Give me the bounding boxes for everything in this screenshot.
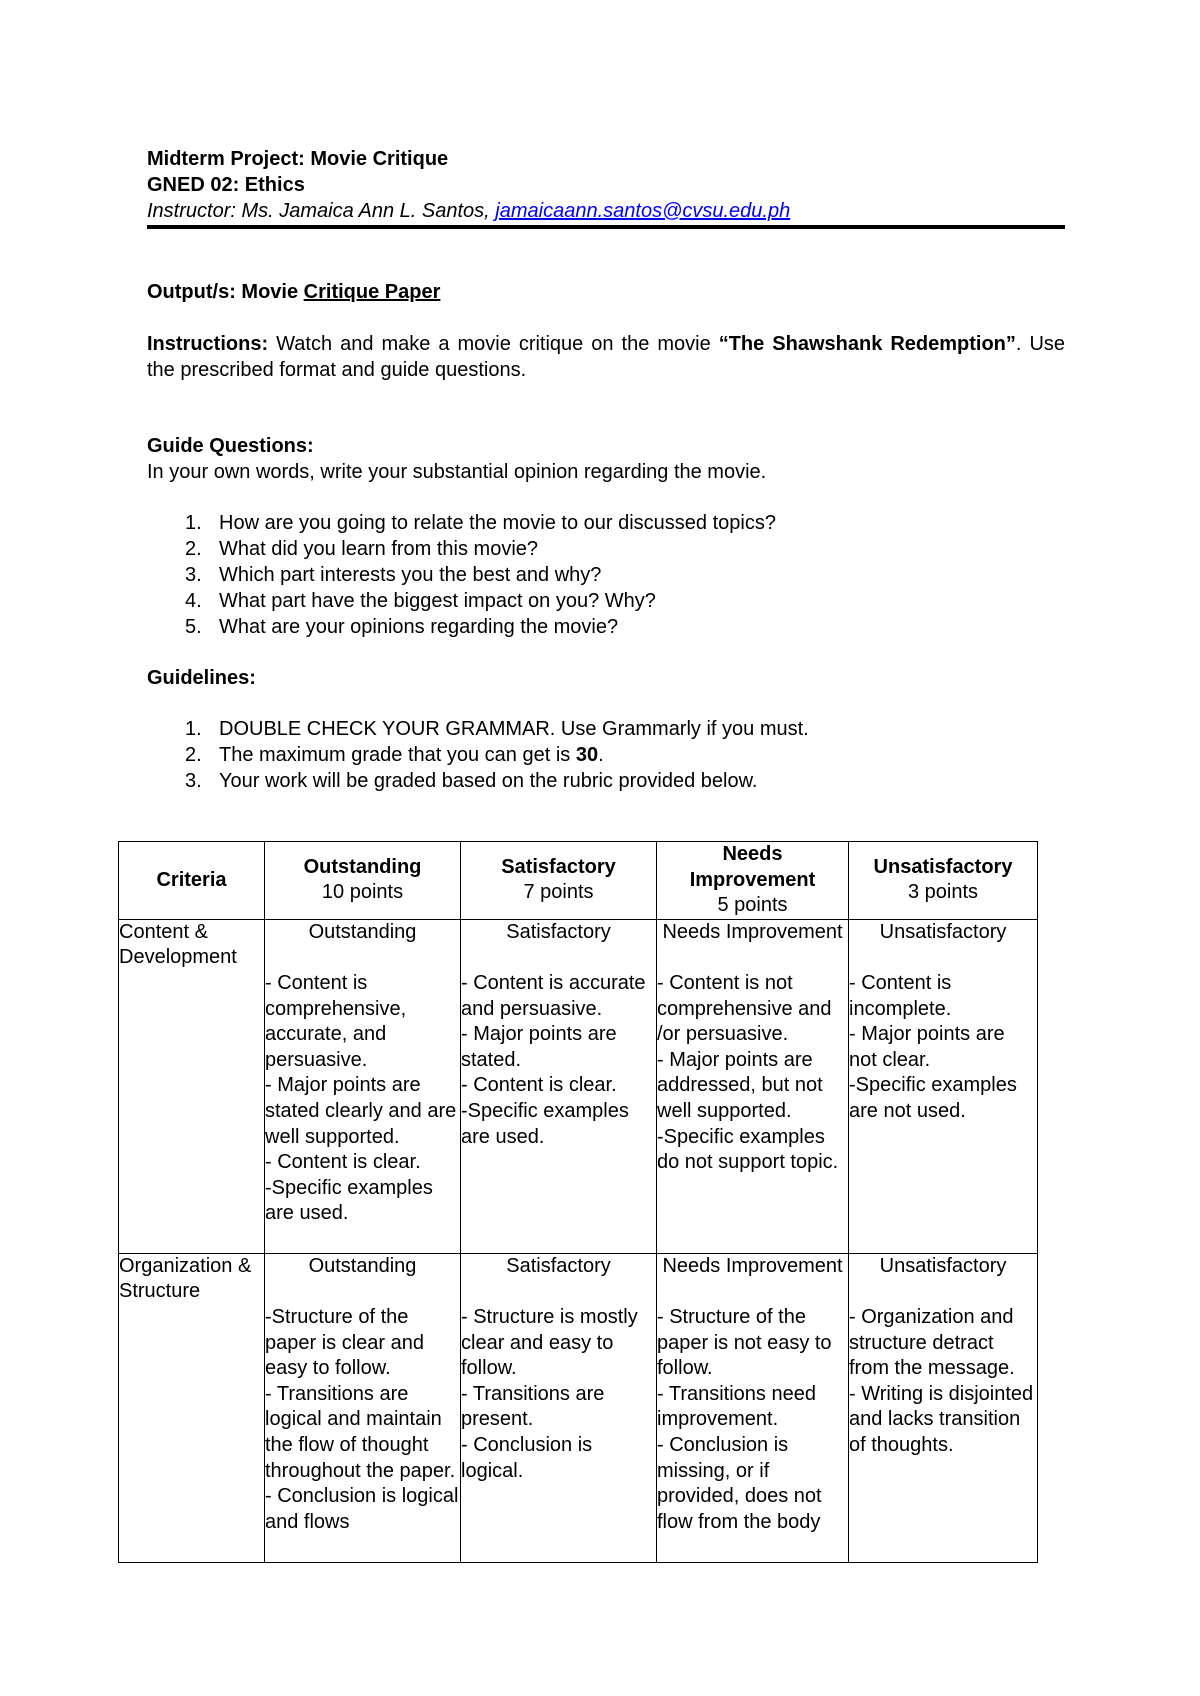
header-rule xyxy=(147,225,1065,229)
header-points: 5 points xyxy=(717,894,788,917)
movie-title: “The Shawshank Redemption” xyxy=(718,333,1016,355)
header-title: Outstanding xyxy=(303,855,422,878)
description-line: - Major points are stated clearly and are well supported. xyxy=(265,1074,457,1148)
criteria-cell: Organization & Structure xyxy=(119,1253,265,1562)
list-number: 2. xyxy=(185,744,202,766)
instructions-text-after: . Use the prescribed format and guide questions. xyxy=(147,333,1066,381)
description-line: - Major points are stated. xyxy=(461,1023,617,1071)
description-line: -Structure of the paper is clear and easy to follow. xyxy=(265,1305,424,1380)
header-criteria-label: Criteria xyxy=(156,868,227,891)
list-text: What are your opinions regarding the movie? xyxy=(219,616,619,638)
guide-questions-heading: Guide Questions: xyxy=(147,435,314,457)
header-outstanding xyxy=(265,842,461,920)
cell-description xyxy=(461,1305,656,1484)
table-row xyxy=(119,1253,1038,1562)
rubric-table xyxy=(118,841,1038,1563)
cell-rating-label: Satisfactory xyxy=(506,1254,611,1277)
list-number: 1. xyxy=(185,512,202,534)
description-line: -Specific examples are used. xyxy=(265,1176,433,1225)
cell-description xyxy=(265,971,460,1227)
list-item xyxy=(147,716,1065,742)
description-line: -Specific examples are used. xyxy=(461,1099,629,1148)
rubric-cell-needs-improvement xyxy=(657,919,849,1253)
description-line: -Specific examples do not support topic. xyxy=(657,1125,839,1174)
table-row xyxy=(119,919,1038,1253)
header-title: Needs Improvement xyxy=(689,843,816,891)
output-line xyxy=(147,279,1065,305)
description-line: - Writing is disjointed and lacks transition of thoughts. xyxy=(849,1382,1034,1456)
description-line: - Content is accurate and persuasive. xyxy=(461,971,646,1020)
list-item xyxy=(147,562,1065,588)
description-line: - Conclusion is missing, or if provided, does not flow from the body xyxy=(657,1433,822,1533)
page-title: Midterm Project: Movie Critique xyxy=(147,148,449,170)
header-criteria xyxy=(119,842,265,920)
header-needs-improvement xyxy=(657,842,849,920)
rubric-cell-satisfactory xyxy=(461,919,657,1253)
description-line: - Structure of the paper is not easy to follow. xyxy=(657,1305,832,1380)
list-text: DOUBLE CHECK YOUR GRAMMAR. Use Grammarly if you must. xyxy=(219,718,809,740)
header-unsatisfactory xyxy=(849,842,1038,920)
cell-rating-label: Outstanding xyxy=(308,920,417,943)
header-title: Satisfactory xyxy=(501,855,616,878)
rubric-header-row xyxy=(119,842,1038,920)
instructions-label: Instructions: xyxy=(147,333,269,355)
cell-description xyxy=(265,1305,460,1535)
header-points: 10 points xyxy=(321,881,404,904)
description-line: - Major points are not clear. xyxy=(849,1023,1005,1071)
list-text: Which part interests you the best and why? xyxy=(219,564,602,586)
rubric-cell-satisfactory xyxy=(461,1253,657,1562)
list-number: 2. xyxy=(185,538,202,560)
list-text: What part have the biggest impact on you? Why? xyxy=(219,590,656,612)
list-item xyxy=(147,742,1065,768)
list-item xyxy=(147,768,1065,794)
description-line: - Content is clear. xyxy=(265,1151,421,1174)
list-number: 3. xyxy=(185,564,202,586)
description-line: - Major points are addressed, but not well supported. xyxy=(657,1048,823,1122)
header-points: 7 points xyxy=(523,881,594,904)
rubric-cell-outstanding xyxy=(265,919,461,1253)
rubric-cell-unsatisfactory xyxy=(849,919,1038,1253)
guidelines-list xyxy=(147,716,1065,794)
header-satisfactory xyxy=(461,842,657,920)
description-line: - Content is incomplete. xyxy=(849,971,952,1020)
description-line: - Conclusion is logical and flows xyxy=(265,1485,459,1533)
description-line: - Content is not comprehensive and /or persuasive. xyxy=(657,971,832,1046)
guidelines-heading: Guidelines: xyxy=(147,667,256,689)
cell-rating-label: Needs Improvement xyxy=(662,1254,843,1277)
criteria-cell: Content & Development xyxy=(119,919,265,1253)
cell-rating-label: Satisfactory xyxy=(506,920,611,943)
cell-rating-label: Needs Improvement xyxy=(662,920,843,943)
instructor-name: Instructor: Ms. Jamaica Ann L. Santos, xyxy=(147,200,496,222)
instructor-line xyxy=(147,198,1065,224)
list-item xyxy=(147,510,1065,536)
list-text-after: . xyxy=(598,744,604,766)
max-grade: 30 xyxy=(575,744,599,766)
course-name: GNED 02: Ethics xyxy=(147,174,305,196)
instructions-text-before: Watch and make a movie critique on the movie xyxy=(268,333,719,355)
document-page xyxy=(147,146,1065,794)
cell-rating-label: Outstanding xyxy=(308,1254,417,1277)
cell-rating-label: Unsatisfactory xyxy=(879,920,1007,943)
rubric-cell-outstanding xyxy=(265,1253,461,1562)
cell-description xyxy=(461,971,656,1150)
description-line: - Content is comprehensive, accurate, and persuasive. xyxy=(265,971,407,1071)
cell-rating-label: Unsatisfactory xyxy=(879,1254,1007,1277)
cell-description xyxy=(657,1305,848,1535)
description-line: - Structure is mostly clear and easy to follow. xyxy=(461,1305,638,1380)
list-number: 5. xyxy=(185,616,202,638)
guide-intro: In your own words, write your substantial opinion regarding the movie. xyxy=(147,461,767,483)
output-underlined: Critique Paper xyxy=(303,281,441,303)
rubric-cell-needs-improvement xyxy=(657,1253,849,1562)
description-line: - Conclusion is logical. xyxy=(461,1433,593,1482)
cell-description xyxy=(849,971,1037,1125)
rubric-cell-unsatisfactory xyxy=(849,1253,1038,1562)
list-item xyxy=(147,536,1065,562)
description-line: -Specific examples are not used. xyxy=(849,1074,1017,1122)
description-line: - Organization and structure detract from the message. xyxy=(849,1305,1015,1380)
instructions-paragraph xyxy=(147,331,1065,383)
output-label: Output/s: Movie xyxy=(147,281,304,303)
list-number: 4. xyxy=(185,590,202,612)
cell-description xyxy=(657,971,848,1176)
list-number: 1. xyxy=(185,718,202,740)
description-line: - Transitions are present. xyxy=(461,1382,605,1431)
description-line: - Content is clear. xyxy=(461,1074,617,1097)
header-title: Unsatisfactory xyxy=(873,855,1013,878)
list-item xyxy=(147,588,1065,614)
description-line: - Transitions need improvement. xyxy=(657,1382,816,1431)
instructor-email-link[interactable]: jamaicaann.santos@cvsu.edu.ph xyxy=(495,200,791,222)
list-text: What did you learn from this movie? xyxy=(219,538,539,560)
list-item xyxy=(147,614,1065,640)
list-text: How are you going to relate the movie to our discussed topics? xyxy=(219,512,776,534)
cell-description xyxy=(849,1305,1037,1459)
description-line: - Transitions are logical and maintain the flow of thought throughout the paper. xyxy=(265,1382,456,1482)
header-points: 3 points xyxy=(907,881,979,904)
guide-questions-list xyxy=(147,510,1065,640)
list-text: Your work will be graded based on the rubric provided below. xyxy=(219,770,758,792)
list-text-before: The maximum grade that you can get is xyxy=(219,744,576,766)
list-number: 3. xyxy=(185,770,202,792)
